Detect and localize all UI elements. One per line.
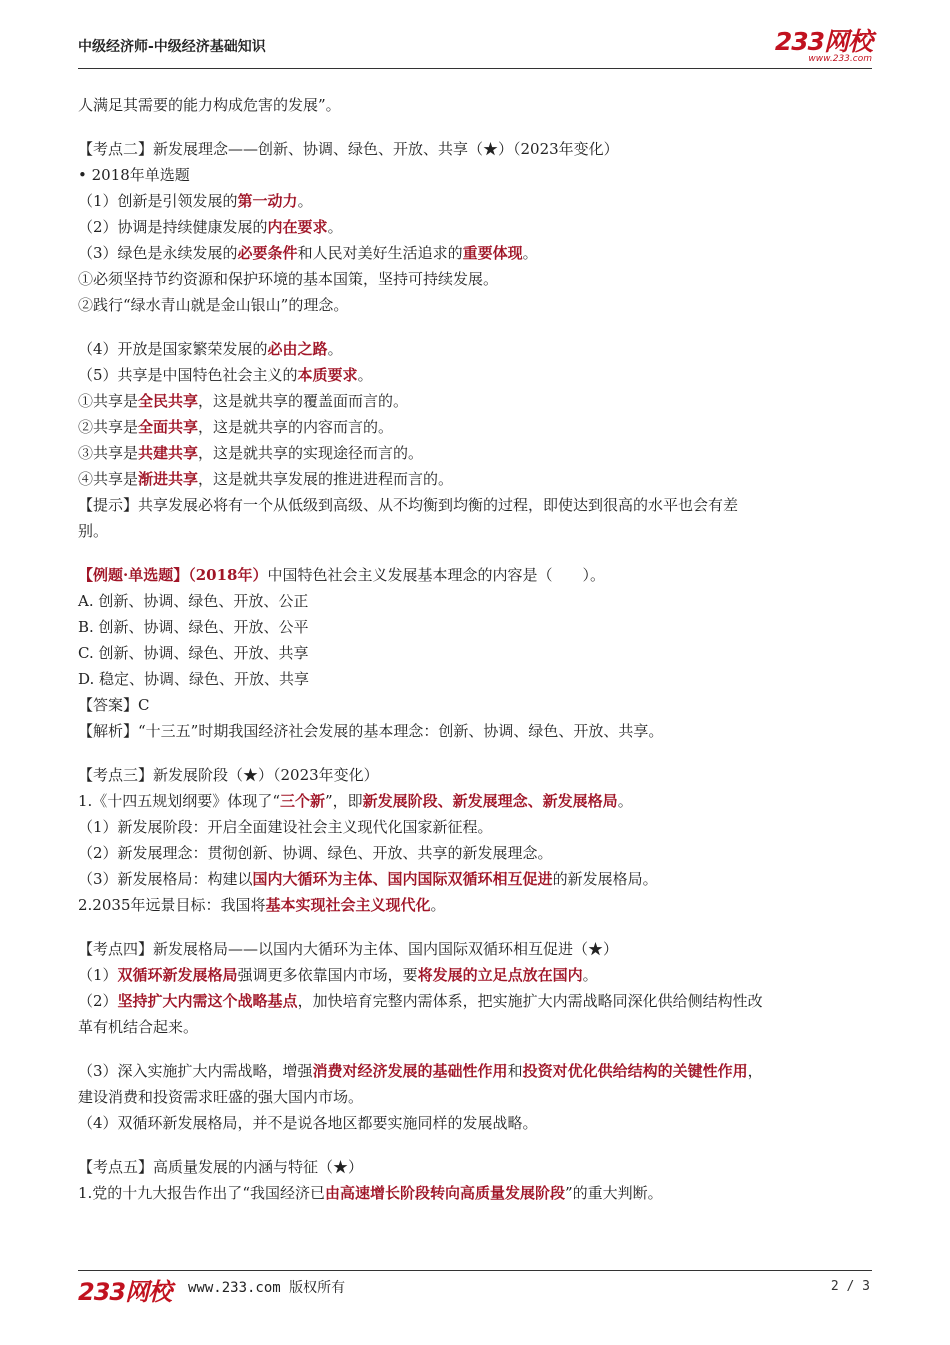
footer-divider xyxy=(78,1270,872,1271)
page-number: 2 / 3 xyxy=(830,1279,870,1294)
text-line xyxy=(78,1154,872,1180)
text-span: （2） xyxy=(78,992,118,1010)
text-span: D. 稳定、协调、绿色、开放、共享 xyxy=(78,670,310,688)
text-line xyxy=(78,814,872,840)
paragraph-gap xyxy=(78,744,872,762)
text-span: 。 xyxy=(522,244,538,262)
highlighted-text: 新发展阶段、新发展理念、新发展格局 xyxy=(362,792,618,810)
text-line xyxy=(78,666,872,692)
text-span: A. 创新、协调、绿色、开放、公正 xyxy=(78,592,309,610)
text-line xyxy=(78,562,872,588)
text-span: 【考点四】新发展格局——以国内大循环为主体、国内国际双循环相互促进（★） xyxy=(78,940,619,958)
text-span: ， xyxy=(747,1062,763,1080)
text-line xyxy=(78,466,872,492)
highlighted-text: 国内大循环为主体、国内国际双循环相互促进 xyxy=(252,870,553,888)
text-span: ，这是就共享发展的推进进程而言的。 xyxy=(198,470,454,488)
logo-text: 233网校 xyxy=(774,27,872,56)
text-span: ，这是就共享的内容而言的。 xyxy=(198,418,394,436)
document-header-title: 中级经济师-中级经济基础知识 xyxy=(78,39,266,55)
text-span: ①共享是 xyxy=(78,392,139,410)
text-span: B. 创新、协调、绿色、开放、公平 xyxy=(78,618,309,636)
text-span: 【考点二】新发展理念——创新、协调、绿色、开放、共享（★）（2023年变化） xyxy=(78,140,619,158)
text-span: 。 xyxy=(430,896,446,914)
text-span: （2）新发展理念：贯彻创新、协调、绿色、开放、共享的新发展理念。 xyxy=(78,844,553,862)
highlighted-text: 全面共享 xyxy=(138,418,199,436)
text-span: （1）新发展阶段：开启全面建设社会主义现代化国家新征程。 xyxy=(78,818,493,836)
text-span: （1） xyxy=(78,966,118,984)
footer-logo: 233网校 xyxy=(78,1278,172,1306)
highlighted-text: 将发展的立足点放在国内 xyxy=(417,966,583,984)
text-line xyxy=(78,866,872,892)
highlighted-text: 重要体现 xyxy=(462,244,523,262)
highlighted-text: 本质要求 xyxy=(297,366,358,384)
text-span: 别。 xyxy=(78,522,109,540)
highlighted-text: 必由之路 xyxy=(267,340,328,358)
text-line xyxy=(78,614,872,640)
text-span: ，这是就共享的覆盖面而言的。 xyxy=(198,392,409,410)
highlighted-text: 【例题·单选题】（2018年） xyxy=(78,566,268,584)
text-span: ③共享是 xyxy=(78,444,139,462)
text-span: ②共享是 xyxy=(78,418,139,436)
text-span: ，加快培育完整内需体系，把实施扩大内需战略同深化供给侧结构性改 xyxy=(297,992,763,1010)
text-span: （5）共享是中国特色社会主义的 xyxy=(78,366,298,384)
text-line xyxy=(78,240,872,266)
text-line xyxy=(78,388,872,414)
text-span: 。 xyxy=(617,792,633,810)
text-line xyxy=(78,336,872,362)
paragraph-gap xyxy=(78,544,872,562)
highlighted-text: 投资对优化供给结构的关键性作用 xyxy=(522,1062,748,1080)
text-line xyxy=(78,962,872,988)
text-span: 中国特色社会主义发展基本理念的内容是（ ）。 xyxy=(267,566,605,584)
text-line xyxy=(78,1110,872,1136)
highlighted-text: 由高速增长阶段转向高质量发展阶段 xyxy=(324,1184,565,1202)
highlighted-text: 渐进共享 xyxy=(138,470,199,488)
text-span: • 2018年单选题 xyxy=(78,166,190,184)
text-line xyxy=(78,440,872,466)
text-span: 和 xyxy=(507,1062,523,1080)
text-span: ②践行“绿水青山就是金山银山”的理念。 xyxy=(78,296,349,314)
paragraph-gap xyxy=(78,118,872,136)
text-line xyxy=(78,1180,872,1206)
text-line xyxy=(78,214,872,240)
text-span: 的新发展格局。 xyxy=(552,870,658,888)
highlighted-text: 坚持扩大内需这个战略基点 xyxy=(117,992,298,1010)
text-span: 。 xyxy=(582,966,598,984)
text-span: 1.党的十九大报告作出了“我国经济已 xyxy=(78,1184,325,1202)
document-body xyxy=(78,92,872,1206)
text-span: （1）创新是引领发展的 xyxy=(78,192,238,210)
text-line xyxy=(78,162,872,188)
paragraph-gap xyxy=(78,1136,872,1154)
text-span: 【提示】共享发展必将有一个从低级到高级、从不均衡到均衡的过程，即使达到很高的水平也会有差 xyxy=(78,496,739,514)
text-span: （4）开放是国家繁荣发展的 xyxy=(78,340,268,358)
header-divider xyxy=(78,68,872,69)
text-line xyxy=(78,492,872,518)
text-span: 1.《十四五规划纲要》体现了“ xyxy=(78,792,280,810)
text-span: 人满足其需要的能力构成危害的发展”。 xyxy=(78,96,341,114)
paragraph-gap xyxy=(78,1040,872,1058)
text-span: 。 xyxy=(297,192,313,210)
text-span: 建设消费和投资需求旺盛的强大国内市场。 xyxy=(78,1088,364,1106)
text-span: 。 xyxy=(327,340,343,358)
text-span: 。 xyxy=(357,366,373,384)
text-line xyxy=(78,362,872,388)
text-span: 。 xyxy=(327,218,343,236)
footer-copyright: www.233.com 版权所有 xyxy=(188,1280,346,1296)
text-span: 2.2035年远景目标：我国将 xyxy=(78,896,266,914)
text-line xyxy=(78,692,872,718)
text-span: （4）双循环新发展格局，并不是说各地区都要实施同样的发展战略。 xyxy=(78,1114,538,1132)
text-span: ”的重大判断。 xyxy=(565,1184,663,1202)
text-line xyxy=(78,136,872,162)
text-span: （2）协调是持续健康发展的 xyxy=(78,218,268,236)
text-line xyxy=(78,1058,872,1084)
text-span: ，这是就共享的实现途径而言的。 xyxy=(198,444,424,462)
text-line xyxy=(78,292,872,318)
text-span: ④共享是 xyxy=(78,470,139,488)
text-line xyxy=(78,840,872,866)
text-span: （3）新发展格局：构建以 xyxy=(78,870,253,888)
highlighted-text: 全民共享 xyxy=(138,392,199,410)
text-line xyxy=(78,414,872,440)
text-span: C. 创新、协调、绿色、开放、共享 xyxy=(78,644,309,662)
text-span: （3）绿色是永续发展的 xyxy=(78,244,238,262)
text-line xyxy=(78,266,872,292)
text-line xyxy=(78,518,872,544)
brand-logo xyxy=(774,27,872,64)
text-span: 【考点三】新发展阶段（★）（2023年变化） xyxy=(78,766,379,784)
highlighted-text: 三个新 xyxy=(279,792,325,810)
highlighted-text: 双循环新发展格局 xyxy=(117,966,238,984)
logo-url: www.233.com xyxy=(808,54,872,64)
text-span: 革有机结合起来。 xyxy=(78,1018,199,1036)
text-line xyxy=(78,892,872,918)
text-line xyxy=(78,936,872,962)
text-span: （3）深入实施扩大内需战略，增强 xyxy=(78,1062,313,1080)
highlighted-text: 第一动力 xyxy=(237,192,298,210)
text-span: ①必须坚持节约资源和保护环境的基本国策，坚持可持续发展。 xyxy=(78,270,499,288)
text-span: ”，即 xyxy=(325,792,363,810)
text-span: 【考点五】高质量发展的内涵与特征（★） xyxy=(78,1158,364,1176)
paragraph-gap xyxy=(78,318,872,336)
text-line xyxy=(78,788,872,814)
text-span: 强调更多依靠国内市场，要 xyxy=(237,966,418,984)
text-line xyxy=(78,92,872,118)
text-line xyxy=(78,1084,872,1110)
text-line xyxy=(78,1014,872,1040)
highlighted-text: 必要条件 xyxy=(237,244,298,262)
text-span: 和人民对美好生活追求的 xyxy=(297,244,463,262)
highlighted-text: 消费对经济发展的基础性作用 xyxy=(312,1062,508,1080)
text-line xyxy=(78,588,872,614)
highlighted-text: 基本实现社会主义现代化 xyxy=(265,896,431,914)
text-line xyxy=(78,762,872,788)
text-line xyxy=(78,718,872,744)
paragraph-gap xyxy=(78,918,872,936)
highlighted-text: 内在要求 xyxy=(267,218,328,236)
text-line xyxy=(78,988,872,1014)
text-line xyxy=(78,188,872,214)
highlighted-text: 共建共享 xyxy=(138,444,199,462)
text-span: 【解析】“十三五”时期我国经济社会发展的基本理念：创新、协调、绿色、开放、共享。 xyxy=(78,722,664,740)
text-line xyxy=(78,640,872,666)
text-span: 【答案】C xyxy=(78,696,150,714)
